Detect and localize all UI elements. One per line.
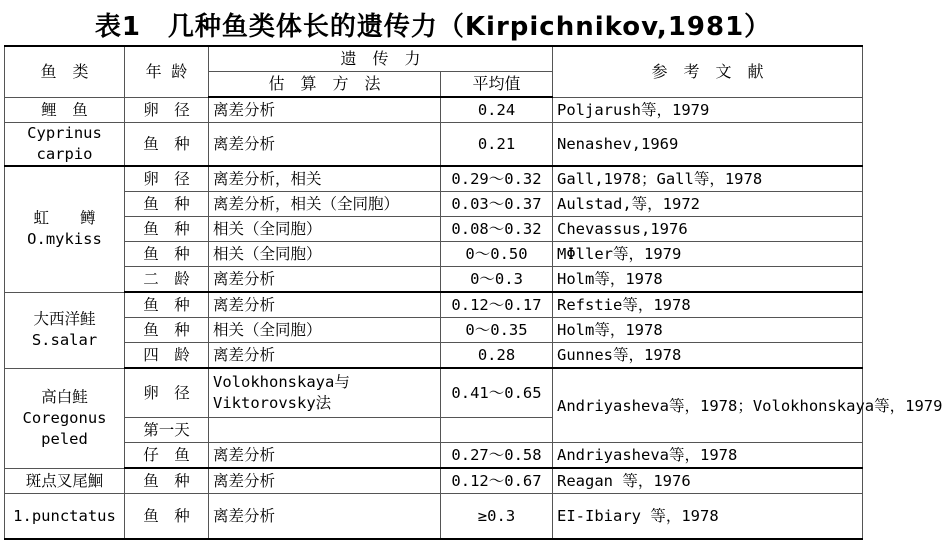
reference-cell: Andriyasheva等，1978	[553, 443, 863, 469]
method-cell: 离差分析	[209, 267, 441, 293]
method-cell: 相关（全同胞）	[209, 242, 441, 267]
reference-cell: Reagan 等，1976	[553, 468, 863, 494]
value-cell: 0.28	[441, 343, 553, 369]
header-method: 估 算 方 法	[209, 72, 441, 98]
table-row	[5, 242, 863, 267]
method-cell: 相关（全同胞）	[209, 318, 441, 343]
value-cell: 0.21	[441, 123, 553, 167]
table-row	[5, 494, 863, 540]
table-row	[5, 318, 863, 343]
value-cell: 0.12～0.67	[441, 468, 553, 494]
reference-cell: Gunnes等，1978	[553, 343, 863, 369]
table-row	[5, 267, 863, 293]
fish-latin-name: O.mykiss	[27, 230, 102, 249]
value-cell: 0.41～0.65	[441, 368, 553, 418]
method-cell: 离差分析，相关（全同胞）	[209, 192, 441, 217]
table-row	[5, 166, 863, 192]
reference-cell: Chevassus,1976	[553, 217, 863, 242]
age-cell: 第一天	[125, 418, 209, 443]
fish-latin-name: S.salar	[31, 331, 98, 349]
fish-latin-name: 1.punctatus	[5, 494, 125, 540]
age-cell: 二 龄	[125, 267, 209, 293]
reference-cell: EI-Ibiary 等，1978	[553, 494, 863, 540]
age-cell: 鱼 种	[125, 123, 209, 167]
method-cell: 相关（全同胞）	[209, 217, 441, 242]
reference-cell: Poljarush等，1979	[553, 97, 863, 123]
value-cell	[441, 418, 553, 443]
heritability-table	[4, 45, 942, 540]
reference-cell: MΦller等，1979	[553, 242, 863, 267]
fish-name: 高白鲑	[41, 387, 88, 406]
value-cell: 0.29～0.32	[441, 166, 553, 192]
reference-cell: Andriyasheva等，1978；Volokhonskaya等，1979	[553, 368, 863, 443]
table-row	[5, 97, 863, 123]
fish-latin-name: Coregonus peled	[22, 408, 107, 448]
header-age: 年 龄	[125, 46, 209, 97]
method-cell: 离差分析	[209, 292, 441, 318]
header-mean: 平均值	[441, 72, 553, 98]
method-cell: 离差分析	[209, 468, 441, 494]
method-cell: 离差分析	[209, 343, 441, 369]
table-row	[5, 443, 863, 469]
age-cell: 卵 径	[125, 166, 209, 192]
method-cell: 离差分析	[209, 123, 441, 167]
table-row	[5, 343, 863, 369]
value-cell: 0.03～0.37	[441, 192, 553, 217]
value-cell: 0～0.50	[441, 242, 553, 267]
fish-group-cell	[5, 368, 125, 468]
method-cell: Volokhonskaya与Viktorovsky法	[209, 368, 441, 418]
fish-name: 虹 鳟	[33, 209, 96, 228]
table-row	[5, 123, 863, 167]
age-cell: 卵 径	[125, 368, 209, 418]
table-title: 表1 几种鱼类体长的遗传力（Kirpichnikov,1981）	[94, 12, 772, 42]
table-row	[5, 292, 863, 318]
method-cell	[209, 418, 441, 443]
reference-cell: Gall,1978；Gall等，1978	[553, 166, 863, 192]
header-heritability: 遗 传 力	[209, 46, 553, 72]
reference-cell: Holm等，1978	[553, 318, 863, 343]
fish-latin-name: Cyprinus carpio	[5, 123, 125, 167]
fish-group-cell	[5, 292, 125, 368]
age-cell: 鱼 种	[125, 468, 209, 494]
table-row	[5, 468, 863, 494]
value-cell: 0～0.35	[441, 318, 553, 343]
age-cell: 四 龄	[125, 343, 209, 369]
age-cell: 鱼 种	[125, 192, 209, 217]
value-cell: 0～0.3	[441, 267, 553, 293]
header-fish: 鱼 类	[5, 46, 125, 97]
value-cell: 0.08～0.32	[441, 217, 553, 242]
header-references: 参 考 文 献	[553, 46, 863, 97]
reference-cell: Refstie等，1978	[553, 292, 863, 318]
fish-name: 大西洋鲑	[33, 310, 96, 328]
reference-cell: Nenashev,1969	[553, 123, 863, 167]
fish-group-cell	[5, 166, 125, 292]
fish-name: 鲤 鱼	[5, 97, 125, 123]
table-row	[5, 217, 863, 242]
fish-name: 斑点叉尾鮰	[5, 468, 125, 494]
age-cell: 鱼 种	[125, 494, 209, 540]
age-cell: 卵 径	[125, 97, 209, 123]
table-row	[5, 368, 863, 418]
value-cell: 0.24	[441, 97, 553, 123]
table-row	[5, 192, 863, 217]
method-cell: 离差分析，相关	[209, 166, 441, 192]
value-cell: ≥0.3	[441, 494, 553, 540]
reference-cell: Aulstad,等，1972	[553, 192, 863, 217]
age-cell: 鱼 种	[125, 292, 209, 318]
value-cell: 0.27～0.58	[441, 443, 553, 469]
age-cell: 鱼 种	[125, 318, 209, 343]
value-cell: 0.12～0.17	[441, 292, 553, 318]
method-cell: 离差分析	[209, 494, 441, 540]
age-cell: 鱼 种	[125, 242, 209, 267]
age-cell: 鱼 种	[125, 217, 209, 242]
method-cell: 离差分析	[209, 443, 441, 469]
method-cell: 离差分析	[209, 97, 441, 123]
age-cell: 仔 鱼	[125, 443, 209, 469]
reference-cell: Holm等，1978	[553, 267, 863, 293]
header-row-1	[5, 46, 863, 72]
